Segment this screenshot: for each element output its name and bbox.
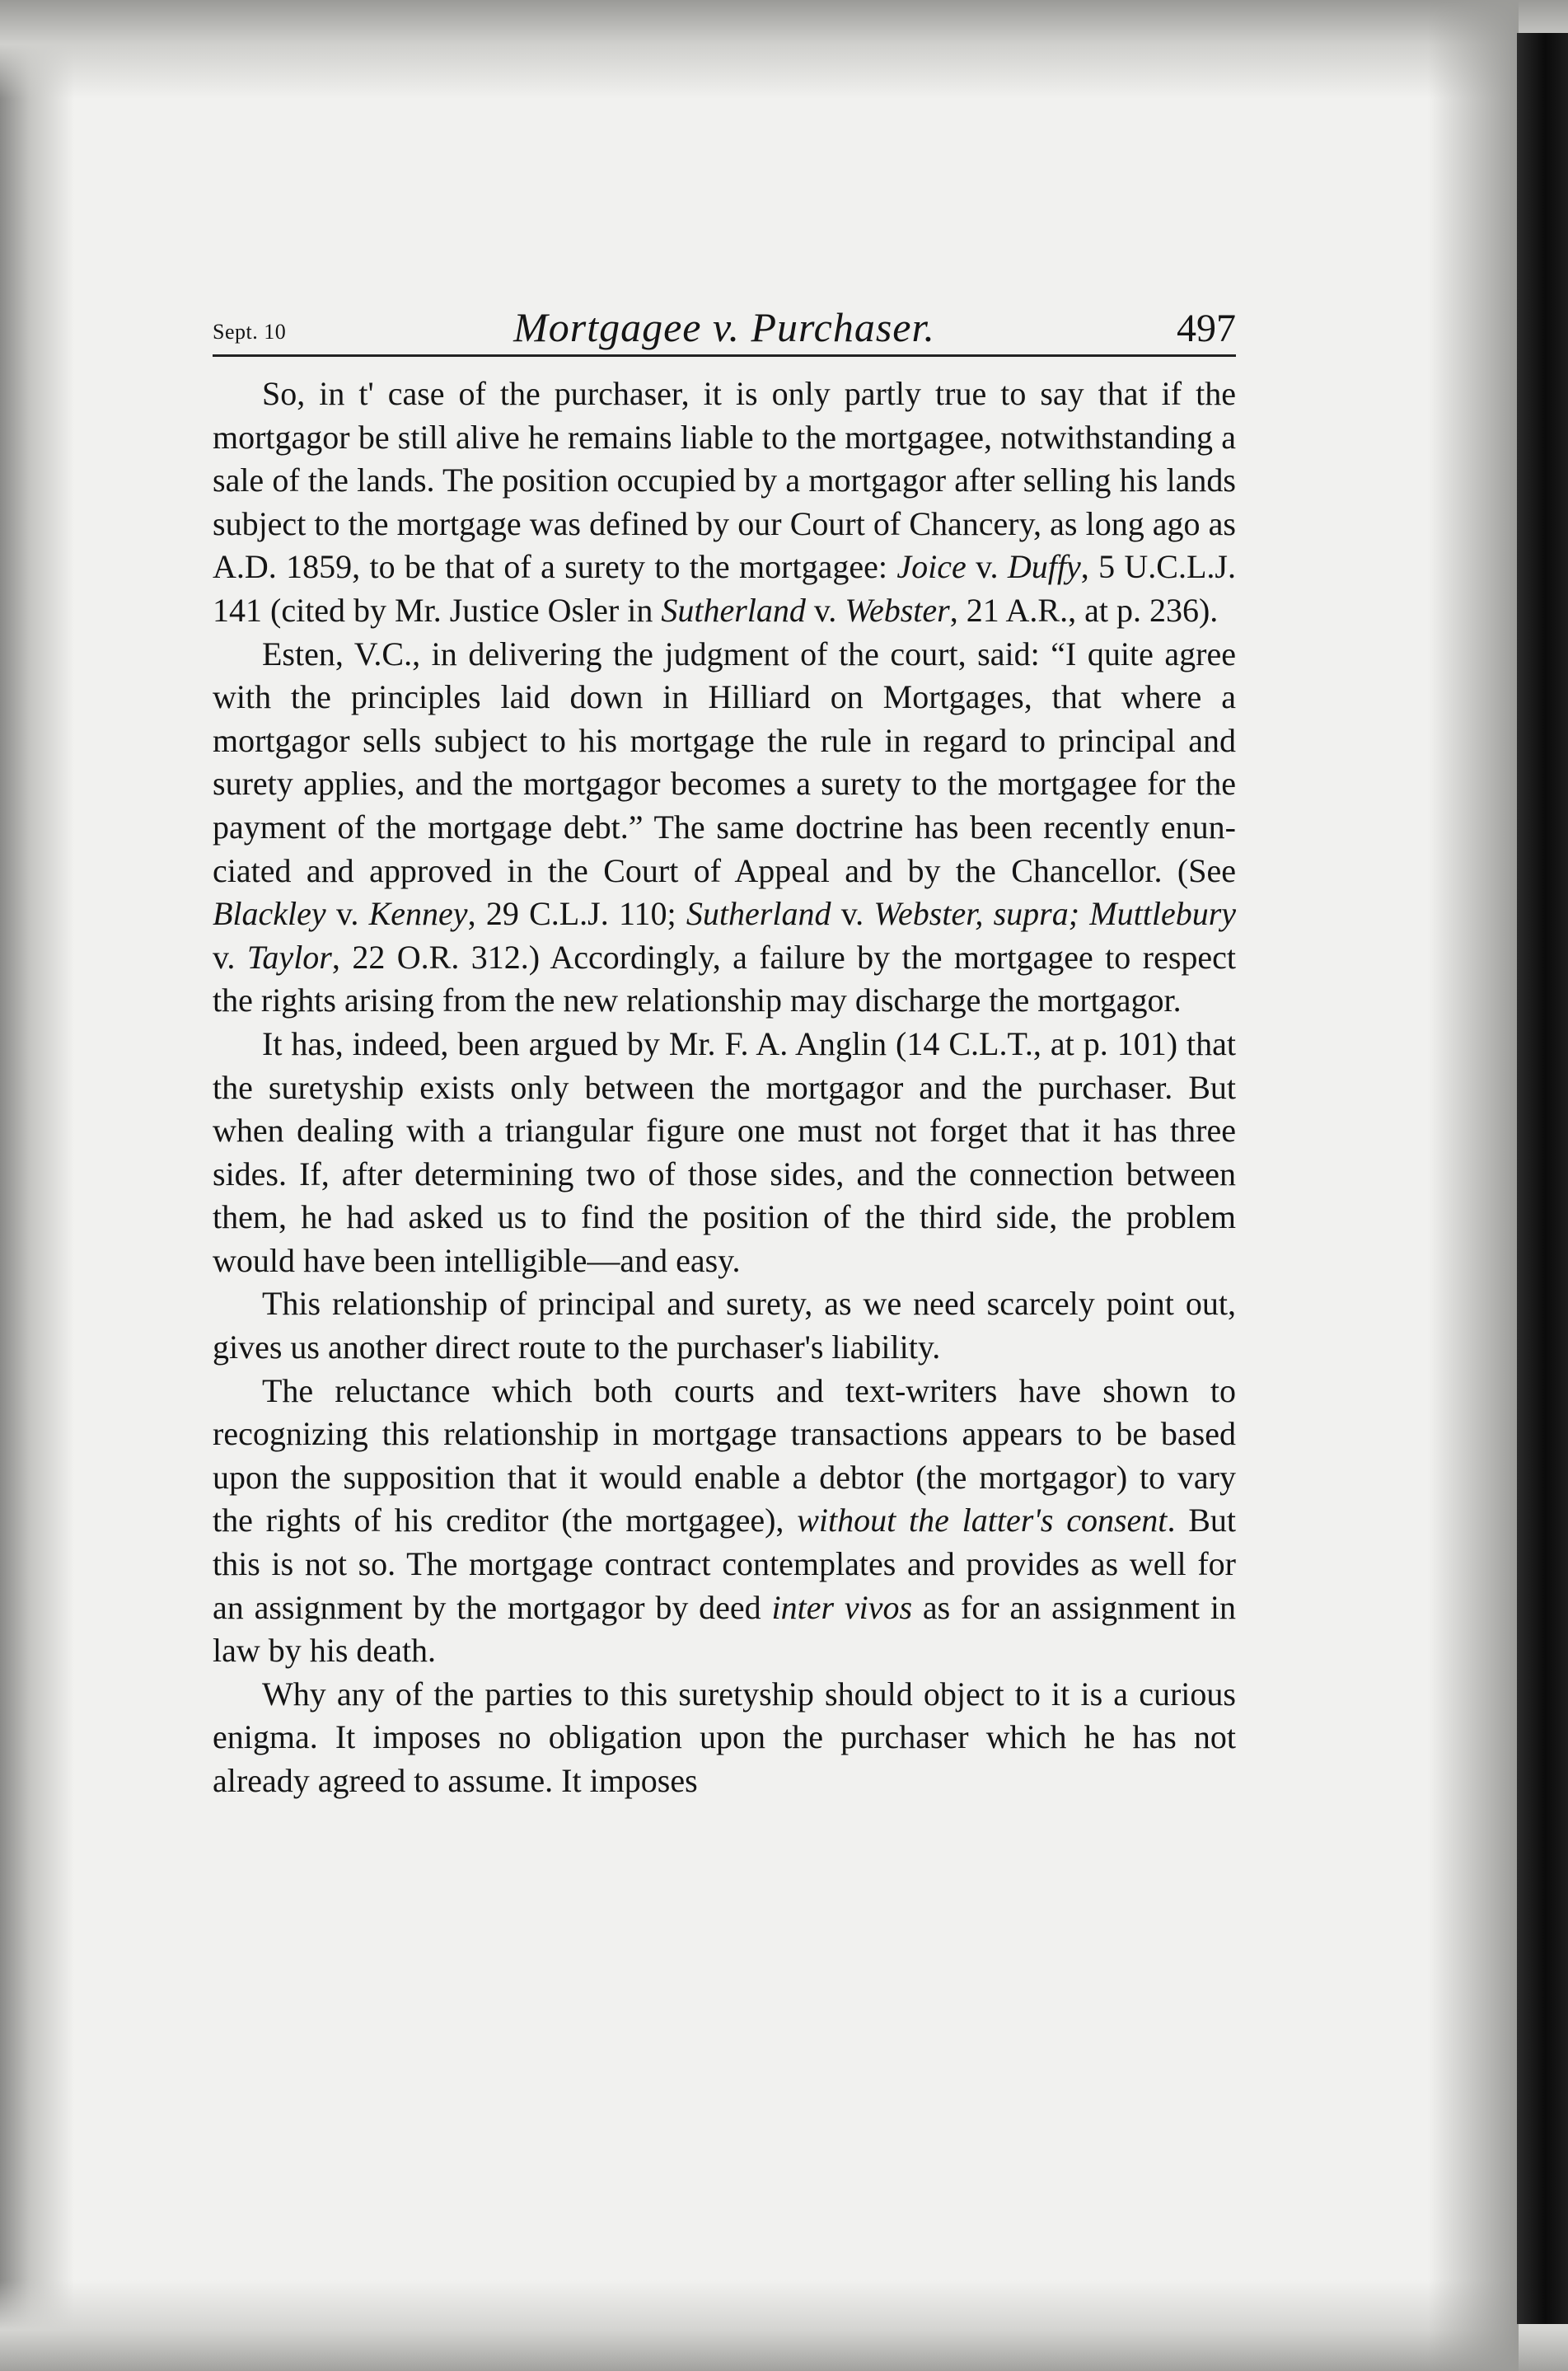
italic-citation: Webster xyxy=(845,591,950,629)
page-edge-left xyxy=(0,0,74,2371)
text-run: Esten, V.C., in delivering the judgment of the court, said: “I quite agree with the principles laid down in Hilliard on Mortgages, that where a mortgagor sells subject to his mortgage the rule in regard to principal and surety applies, and the mortgagor becomes a surety to the mortgagee for the payment of the mortgage debt.” The same doctrine has been recently enunciated and approved in the Court of Appeal and by the Chancellor. (See xyxy=(213,635,1236,889)
text-run: The reluctance which both courts and text-writers have shown to recognizing this relationship in mortgage transactions appears to be based upon the supposition that it would enable a debtor (the mortgagor) to vary the rights of his creditor (the mortgagee), xyxy=(213,1371,1236,1539)
text-run: , 5 U.C.L.J. 141 (cited by Mr. Justice Osler in xyxy=(213,548,1236,629)
italic-citation: inter vivos xyxy=(771,1588,913,1626)
running-date: Sept. 10 xyxy=(213,320,287,344)
italic-citation: Duffy xyxy=(1007,548,1081,586)
page-edge-bottom xyxy=(0,2280,1568,2371)
text-run: v. xyxy=(966,548,1008,586)
text-run: This relationship of principal and surety, as we need scarcely point out, gives us another direct route to the purchaser's liability. xyxy=(213,1285,1236,1366)
running-header xyxy=(213,297,1236,357)
page-number: 497 xyxy=(1177,307,1236,350)
text-run: So, in t' case of the purchaser, it is only partly true to say that if the mortgagor be still alive he remains liable to the mortgagee, notwithstanding a sale of the lands. The position occupied by a mortgagor after selling his lands subject to the mortgage was defined by our Court of Chancery, as long ago as A.D. 1859, to be that of a surety to the mortgagee: xyxy=(213,375,1236,586)
paragraph xyxy=(213,1023,1236,1283)
book-spine xyxy=(1517,33,1568,2324)
text-run: , 21 A.R., at p. 236). xyxy=(949,591,1219,629)
text-run: v. xyxy=(831,895,874,933)
italic-citation: Joice xyxy=(896,548,967,586)
text-run: v. xyxy=(325,895,369,933)
italic-citation: Blackley xyxy=(213,895,326,933)
paragraph xyxy=(213,373,1236,633)
italic-citation: Sutherland xyxy=(686,895,831,933)
running-title: Mortgagee v. Purchaser. xyxy=(513,304,935,350)
paragraph xyxy=(213,1370,1236,1673)
page-edge-top xyxy=(0,0,1568,99)
text-run: , 22 O.R. 312.) Accordingly, a failure by the mortgagee to respect the rights arising from the new relationship may discharge the mortgagor. xyxy=(213,938,1237,1019)
italic-citation: Sutherland xyxy=(661,591,806,629)
text-run: v. xyxy=(213,938,247,976)
body-text xyxy=(213,373,1236,1803)
italic-citation: Taylor xyxy=(246,938,332,976)
text-run: . But this is not so. The mortgage contract contemplates and provides as well for an assignment by the mortgagor by deed xyxy=(213,1502,1237,1626)
paragraph xyxy=(213,1673,1236,1803)
text-run: v. xyxy=(805,591,845,629)
italic-citation: Webster, supra; Muttlebury xyxy=(873,895,1237,933)
text-run: It has, indeed, been argued by Mr. F. A. Anglin (14 C.L.T., at p. 101) that the suretyship exists only between the mortgagor and the purchaser. But when dealing with a triangular figure one must not forget that it has three sides. If, after determining two of those sides, and the connection between them, he had asked us to find the position of the third side, the problem would have been intelligible—and easy. xyxy=(213,1024,1236,1279)
text-run: as for an assignment in law by his death. xyxy=(213,1588,1237,1670)
text-run: , 29 C.L.J. 110; xyxy=(467,895,686,933)
paragraph xyxy=(213,633,1236,1023)
italic-citation: without the latter's consent xyxy=(797,1502,1168,1539)
paragraph xyxy=(213,1282,1236,1369)
text-run: Why any of the parties to this suretyship should object to it is a curious enigma. It imposes no obligation upon the purchaser which he has not already agreed to assume. It imposes xyxy=(213,1675,1236,1799)
page-gutter-shadow xyxy=(1428,0,1519,2371)
italic-citation: Kenney xyxy=(368,895,468,933)
